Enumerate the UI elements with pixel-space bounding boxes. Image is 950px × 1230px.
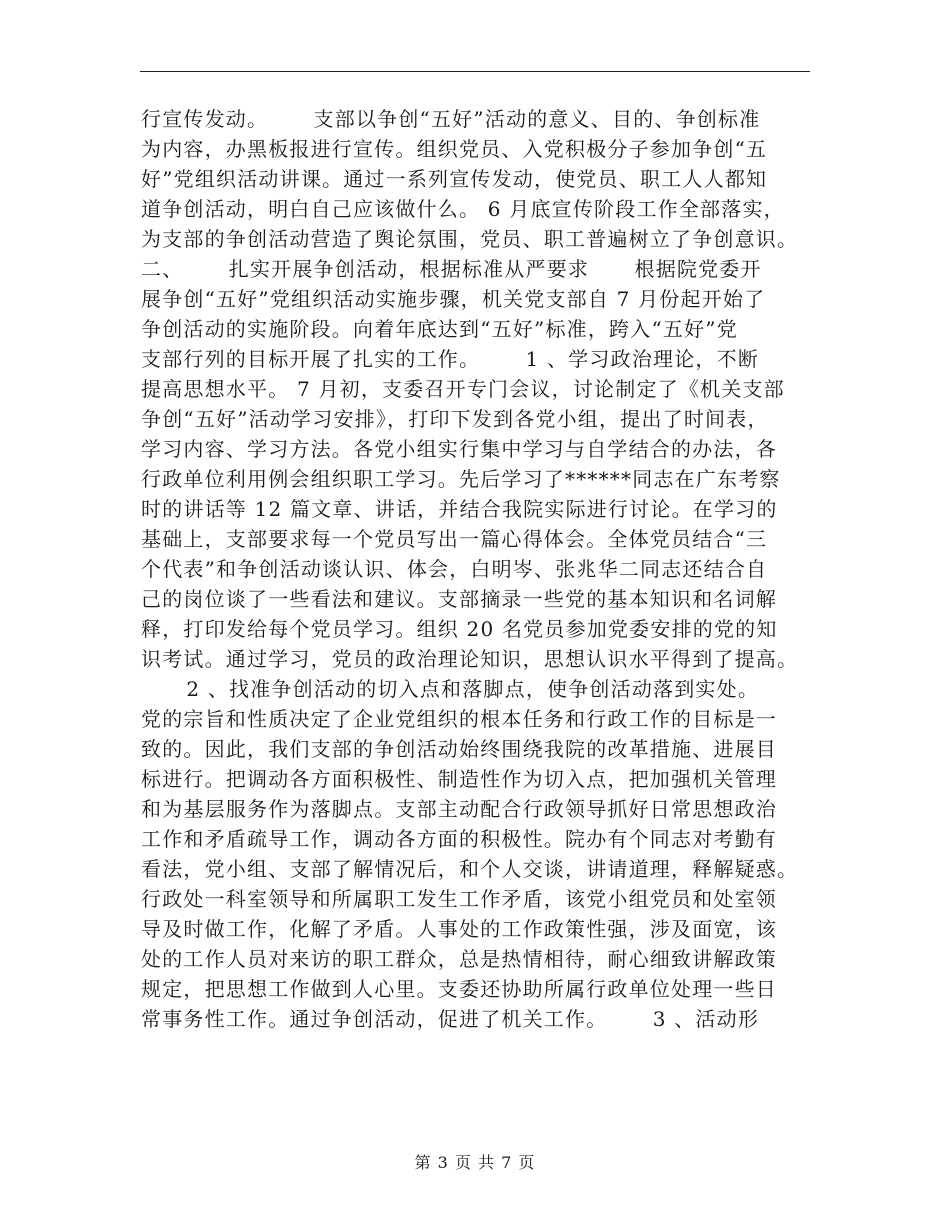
text-line: 常事务性工作。通过争创活动，促进了机关工作。 3 、活动形 [141,1007,760,1031]
text-line: 释，打印发给每个党员学习。组织 20 名党员参加党委安排的党的知 [141,617,778,641]
header-rule [140,71,810,72]
text-line: 展争创“五好”党组织活动实施步骤，机关党支部自 7 月份起开始了 [141,287,766,311]
text-line: 二、 扎实开展争创活动，根据标准从严要求 根据院党委开 [141,257,762,281]
text-line: 好”党组织活动讲课。通过一系列宣传发动，使党员、职工人人都知 [141,167,768,191]
text-line: 看法，党小组、支部了解情况后，和个人交谈，讲请道理，释解疑惑。 [141,857,799,881]
text-line: 为支部的争创活动营造了舆论氛围，党员、职工普遍树立了争创意识。 [141,227,799,251]
text-line: 和为基层服务作为落脚点。支部主动配合行政领导抓好日常思想政治 [141,797,777,821]
text-line: 规定，把思想工作做到人心里。支委还协助所属行政单位处理一些日 [141,977,777,1001]
text-line: 行政单位利用例会组织职工学习。先后学习了******同志在广东考察 [141,467,781,491]
text-line: 学习内容、学习方法。各党小组实行集中学习与自学结合的办法，各 [141,437,777,461]
text-line: 基础上，支部要求每一个党员写出一篇心得体会。全体党员结合“三 [141,527,768,551]
text-line: 致的。因此，我们支部的争创活动始终围绕我院的改革措施、进展目 [141,737,777,761]
text-line: 工作和矛盾疏导工作，调动各方面的积极性。院办有个同志对考勤有 [141,827,777,851]
text-line: 行政处一科室领导和所属职工发生工作矛盾，该党小组党员和处室领 [141,887,777,911]
text-line: 争创活动的实施阶段。向着年底达到“五好”标准，跨入“五好”党 [141,317,738,341]
text-line: 争创“五好”活动学习安排》，打印下发到各党小组，提出了时间表， [141,407,769,431]
body-text [141,104,811,1034]
text-line: 标进行。把调动各方面积极性、制造性作为切入点，把加强机关管理 [141,767,777,791]
text-line: 导及时做工作，化解了矛盾。人事处的工作政策性强，涉及面宽，该 [141,917,777,941]
page-number-footer: 第 3 页 共 7 页 [414,1153,536,1172]
text-line: 处的工作人员对来访的职工群众，总是热情相待，耐心细致讲解政策 [141,947,777,971]
text-line: 个代表”和争创活动谈认识、体会，白明岑、张兆华二同志还结合自 [141,557,768,581]
text-line: 识考试。通过学习，党员的政治理论知识，思想认识水平得到了提高。 [141,647,799,671]
text-line: 行宣传发动。 支部以争创“五好”活动的意义、目的、争创标准 [141,107,761,131]
text-line: 时的讲话等 12 篇文章、讲话，并结合我院实际进行讨论。在学习的 [141,497,778,521]
text-line: 提高思想水平。 7 月初，支委召开专门会议，讨论制定了《机关支部 [141,377,785,401]
text-line: 己的岗位谈了一些看法和建议。支部摘录一些党的基本知识和名词解 [141,587,777,611]
text-line: 道争创活动，明白自己应该做什么。 6 月底宣传阶段工作全部落实， [141,197,785,221]
text-line: 2 、找准争创活动的切入点和落脚点，使争创活动落到实处。 [141,677,760,701]
text-line: 党的宗旨和性质决定了企业党组织的根本任务和行政工作的目标是一 [141,707,777,731]
text-line: 为内容，办黑板报进行宣传。组织党员、入党积极分子参加争创“五 [141,137,768,161]
text-line: 支部行列的目标开展了扎实的工作。 1 、学习政治理论，不断 [141,347,760,371]
